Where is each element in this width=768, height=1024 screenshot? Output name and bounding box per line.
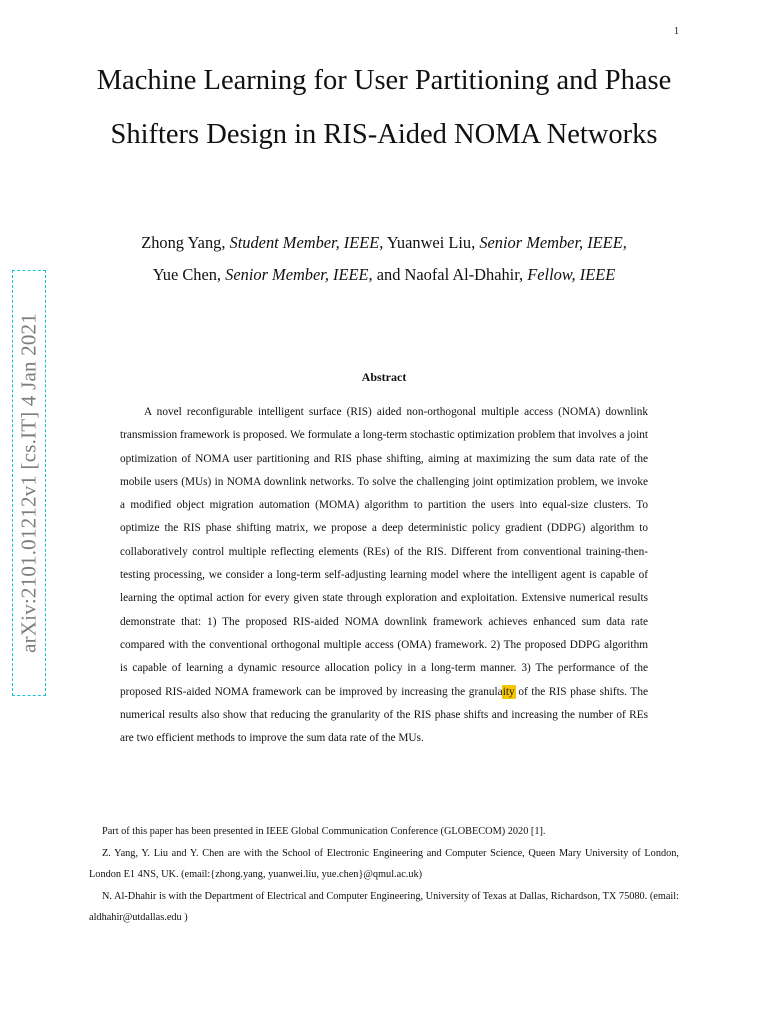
author-name: Yue Chen, bbox=[152, 265, 222, 284]
author-membership: Senior Member, IEEE bbox=[225, 265, 369, 284]
footnote: Part of this paper has been presented in IEEE Global Communication Conference (GLOBECOM) 2020 [1]. bbox=[102, 826, 546, 837]
author-name: Zhong Yang, bbox=[141, 233, 226, 252]
author-list bbox=[70, 227, 698, 291]
author-membership: Senior Member, IEEE, bbox=[479, 233, 627, 252]
arxiv-identifier-stamp[interactable] bbox=[12, 270, 46, 696]
footnote: Z. Yang, Y. Liu and Y. Chen are with the School of Electronic Engineering and Computer Science, Queen Mary University of London, London E1 4NS, UK. (email:{zhong.yang, yuanwei.liu, yue.chen}@qmul.ac.uk) bbox=[89, 847, 679, 880]
author-membership: Fellow, IEEE bbox=[527, 265, 616, 284]
author-separator: , and bbox=[368, 265, 401, 284]
abstract-text: A novel reconfigurable intelligent surface (RIS) aided non-orthogonal multiple access (NOMA) downlink transmission framework is proposed. We formulate a long-term stochastic optimization problem that involves a joint optimization of NOMA user partitioning and RIS phase shifting, aiming at maximizing the sum data rate of the mobile users (MUs) in NOMA downlink networks. To solve the challenging joint optimization problem, we invoke a modified object migration automation (MOMA) algorithm to partition the users into equal-size clusters. To optimize the RIS phase shifting matrix, we propose a deep deterministic policy gradient (DDPG) algorithm to collaboratively control multiple reflecting elements (REs) of the RIS. Different from conventional training-then-testing processing, we consider a long-term self-adjusting learning model where the intelligent agent is capable of learning the optimal action for every given state through exploration and exploitation. Extensive numerical results demonstrate that: 1) The proposed RIS-aided NOMA downlink framework achieves enhanced sum data rate compared with the conventional orthogonal multiple access (OMA) framework. 2) The proposed DDPG algorithm is capable of learning a dynamic resource allocation policy in a long-term manner. 3) The performance of the proposed RIS-aided NOMA framework can be improved by increasing the granula bbox=[120, 406, 648, 698]
author-name: Naofal Al-Dhahir, bbox=[404, 265, 524, 284]
text-highlight[interactable]: ity bbox=[502, 685, 515, 698]
arxiv-identifier-text: arXiv:2101.01212v1 [cs.IT] 4 Jan 2021 bbox=[16, 313, 41, 653]
abstract-body bbox=[120, 401, 648, 750]
author-name: Yuanwei Liu, bbox=[386, 233, 476, 252]
author-membership: Student Member, IEEE, bbox=[229, 233, 384, 252]
footnote: N. Al-Dhahir is with the Department of Electrical and Computer Engineering, University of Texas at Dallas, Richardson, TX 75080. (email: aldhahir@utdallas.edu ) bbox=[89, 890, 679, 923]
paper-title: Machine Learning for User Partitioning and Phase Shifters Design in RIS-Aided NOMA Networks bbox=[96, 65, 672, 150]
footnotes bbox=[89, 821, 679, 929]
author-line-2 bbox=[70, 259, 698, 291]
page-number: 1 bbox=[674, 26, 679, 37]
abstract-text: of the RIS phase shifts. The numerical results also show that reducing the granularity of the RIS phase shifts and increasing the number of REs are two efficient methods to improve the sum data rate of the MUs. bbox=[120, 685, 648, 745]
abstract-heading: Abstract bbox=[361, 370, 407, 384]
author-line-1 bbox=[70, 227, 698, 259]
